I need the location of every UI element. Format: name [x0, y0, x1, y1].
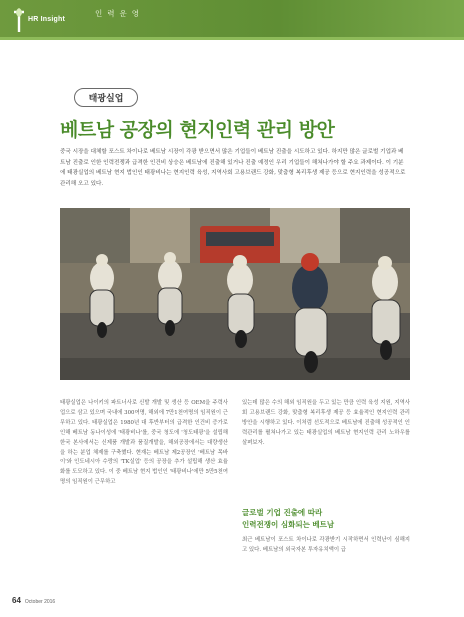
body-column-right-continued: 최근 베트남이 포스트 차이나로 각광받기 시작하면서 인력난이 심해지고 있다. 베트남의 외국자본 투자유치액이 급	[242, 537, 410, 553]
lead-paragraph: 중국 시장을 대체할 포스트 차이나로 베트남 시장이 각광 받으면서 많은 기업들이 베트남 진출을 시도하고 있다. 하지만 많은 글로벌 기업과 베트남 진출로 인한 인력전쟁과 급격한 인건비 상승은 베트남에 진출해 있거나 진출 예정인 우리 기업들이 해쳐나가야 할 주요 과제이다. 이 기분에 태광실업의 베트남 현지 법인인 태광비나는 현지인력 육성, 지역사회 고용브랜드 강화, 맞춤형 복리후생 제공 등으로 현지인력을 성공적으로 관리해 오고 있다.	[60, 149, 406, 187]
body-column-left: 태광실업은 나이키의 파트너사로 신발 개발 및 생산 등 OEM을 주력사업으로 삼고 있으며 국내에 300여명, 해외에 7만1천여명의 임직원이 근무하고 있다. 태광실업은 1980년 대 후반부터의 급격한 인건비 증가로 인해 베트남 동나이성에 '태광비나'를, 중국 청도에 '청도태광'을 설립해 한국 본사에서는 신제품 개발과 품질개발을, 해외공장에서는 대량생산을 하는 분업 체제를 구축했다. 현재는 베트남 제2공장인 '베트남 목바이'와 인도네시아 수랑의 'TK실업' 등의 공장을 추가 설립해 생산 효율화를 도모하고 있다. 이 중 베트남 현지 법인인 '태광비나'에만 5만5천여명의 임직원이 근무하고	[60, 400, 228, 486]
hr-insight-logo	[10, 6, 70, 36]
page-title: 베트남 공장의 현지인력 관리 방안	[60, 119, 335, 141]
category-pill: 태광실업	[74, 88, 138, 107]
header-band	[0, 0, 464, 40]
section-label: 인력운영	[95, 9, 144, 18]
subhead-line-1: 글로벌 기업 진출에 따라	[242, 508, 323, 517]
subhead-line-2: 인력전쟁이 심화되는 베트남	[242, 520, 335, 529]
section-subhead	[242, 507, 412, 531]
issue-date: October 2016	[24, 599, 56, 605]
page-footer	[12, 596, 55, 605]
leaf-icon	[10, 6, 28, 32]
street-motorbike-photo	[60, 208, 410, 380]
page-number: 64	[12, 596, 21, 605]
logo-text: HR Insight	[28, 16, 65, 23]
body-column-right: 있는데 많은 수의 해외 임직원을 두고 있는 만큼 인력 육성 지원, 지역사회 고용브랜드 강화, 맞춤형 복리후생 제공 등 효율적인 현지인력 관리방안을 시행하고 있다. 이처럼 선도적으로 베트남에 진출해 성공적인 인력관리를 펼쳐나가고 있는 태광실업의 베트남 현지인력 관리 노하우를 살펴보자.	[242, 400, 410, 446]
